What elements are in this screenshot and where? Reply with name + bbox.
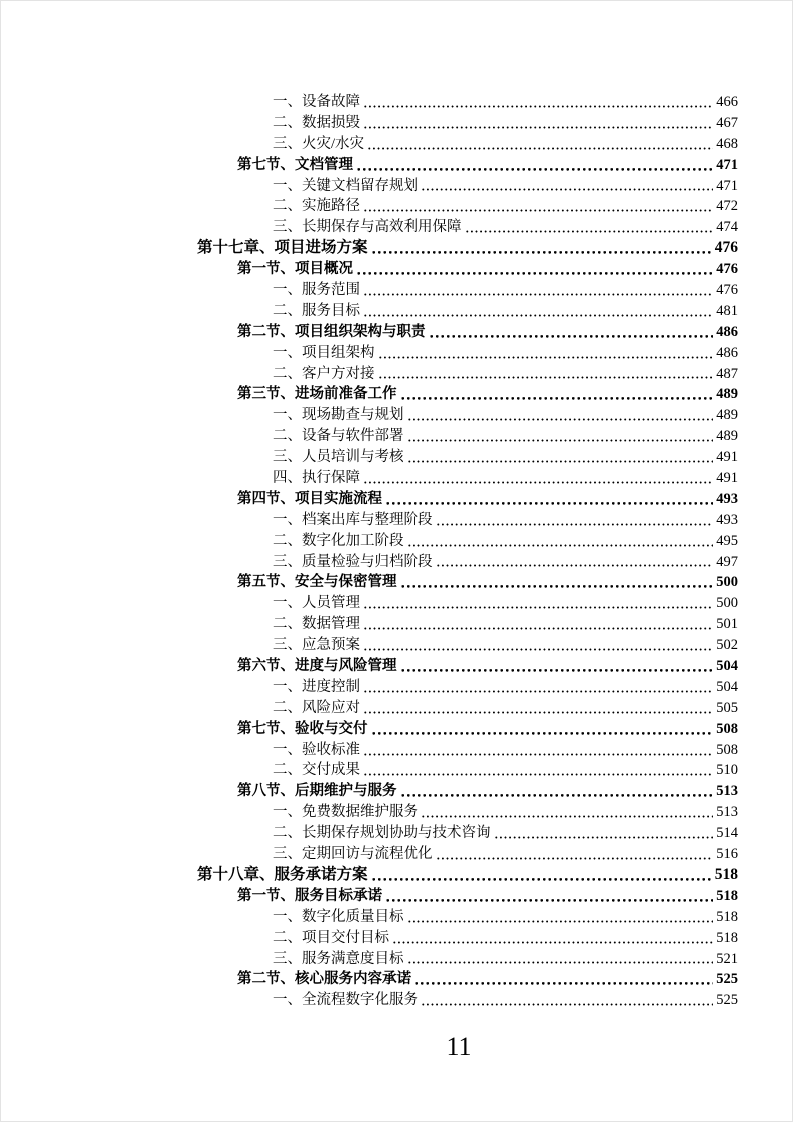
toc-entry[interactable] (197, 343, 738, 364)
toc-leader-dots (363, 627, 713, 630)
toc-entry[interactable] (197, 719, 738, 740)
toc-entry-page-number: 489 (716, 428, 738, 445)
toc-entry-label: 一、档案出库与整理阶段 (273, 511, 433, 528)
toc-entry-label: 一、设备故障 (273, 93, 360, 110)
toc-entry-page-number: 489 (716, 407, 738, 424)
toc-entry-label: 三、应急预案 (273, 637, 360, 654)
toc-entry-page-number: 491 (716, 470, 738, 487)
toc-leader-dots (363, 105, 713, 108)
toc-entry-label: 二、交付成果 (273, 762, 360, 779)
toc-leader-dots (400, 397, 714, 400)
toc-leader-dots (407, 439, 714, 442)
toc-entry-label: 一、项目组架构 (273, 344, 375, 361)
toc-entry-label: 二、风险应对 (273, 699, 360, 716)
toc-entry-label: 一、现场勘查与规划 (273, 407, 404, 424)
toc-entry-label: 二、客户方对接 (273, 365, 375, 382)
toc-entry-page-number: 486 (716, 344, 738, 361)
toc-leader-dots (436, 857, 714, 860)
toc-entry-label: 四、执行保障 (273, 470, 360, 487)
toc-leader-dots (363, 773, 713, 776)
toc-entry-label: 三、质量检验与归档阶段 (273, 553, 433, 570)
toc-entry-label: 三、火灾/水灾 (273, 135, 365, 152)
toc-entry-page-number: 471 (716, 177, 738, 194)
toc-entry-page-number: 525 (716, 971, 738, 988)
toc-entry-label: 一、免费数据维护服务 (273, 804, 418, 821)
toc-entry[interactable] (197, 614, 738, 635)
toc-entry-label: 一、服务范围 (273, 282, 360, 298)
toc-entry-page-number: 497 (716, 553, 738, 570)
toc-entry[interactable] (197, 677, 738, 698)
toc-leader-dots (356, 272, 713, 275)
toc-entry-label: 第十七章、项目进场方案 (197, 239, 368, 257)
toc-leader-dots (400, 585, 714, 588)
toc-leader-dots (363, 606, 713, 609)
toc-entry[interactable] (197, 865, 738, 886)
toc-entry-label: 第七节、验收与交付 (237, 720, 368, 737)
toc-entry-page-number: 491 (716, 449, 738, 466)
toc-leader-dots (421, 188, 713, 191)
toc-entry-label: 二、数字化加工阶段 (273, 532, 404, 549)
toc-leader-dots (407, 544, 714, 547)
toc-entry[interactable] (197, 468, 738, 489)
footer-page-number: 11 (446, 1032, 472, 1061)
toc-entry-page-number: 518 (714, 865, 738, 883)
toc-entry-page-number: 500 (716, 574, 738, 591)
toc-entry-page-number: 489 (716, 386, 738, 403)
toc-entry-page-number: 502 (716, 637, 738, 654)
table-of-contents (197, 92, 738, 1011)
toc-entry-page-number: 516 (716, 846, 738, 863)
toc-entry-page-number: 510 (716, 762, 738, 779)
toc-leader-dots (465, 230, 714, 233)
toc-entry[interactable] (197, 656, 738, 677)
toc-entry-page-number: 518 (716, 908, 738, 925)
toc-entry[interactable] (197, 844, 738, 865)
toc-leader-dots (421, 1003, 713, 1006)
toc-entry-page-number: 508 (716, 741, 738, 758)
toc-entry[interactable] (197, 176, 738, 197)
toc-entry-label: 第二节、核心服务内容承诺 (237, 971, 411, 988)
toc-entry-label: 第三节、进场前准备工作 (237, 386, 397, 403)
toc-entry-page-number: 467 (716, 114, 738, 131)
toc-entry-label: 第五节、安全与保密管理 (237, 574, 397, 591)
toc-entry-page-number: 466 (716, 93, 738, 110)
toc-entry-page-number: 500 (716, 595, 738, 612)
toc-leader-dots (494, 836, 714, 839)
toc-entry-page-number: 501 (716, 616, 738, 633)
toc-entry-page-number: 518 (716, 929, 738, 946)
toc-entry-page-number: 487 (716, 365, 738, 382)
toc-leader-dots (385, 502, 713, 505)
toc-leader-dots (421, 815, 713, 818)
toc-entry[interactable] (197, 802, 738, 823)
toc-entry-page-number: 474 (716, 219, 738, 236)
toc-entry[interactable] (197, 364, 738, 385)
toc-entry-page-number: 481 (716, 302, 738, 319)
toc-entry[interactable] (197, 740, 738, 761)
toc-entry-page-number: 504 (716, 658, 738, 675)
toc-leader-dots (392, 941, 713, 944)
toc-entry[interactable] (197, 384, 738, 405)
toc-leader-dots (400, 669, 714, 672)
toc-entry[interactable] (197, 823, 738, 844)
toc-entry[interactable] (197, 593, 738, 614)
toc-entry[interactable] (197, 761, 738, 782)
toc-entry[interactable] (197, 949, 738, 970)
toc-entry[interactable] (197, 510, 738, 531)
toc-entry-page-number: 518 (716, 887, 738, 904)
toc-leader-dots (367, 147, 713, 150)
toc-entry-page-number: 486 (716, 323, 738, 340)
toc-entry[interactable] (197, 426, 738, 447)
toc-entry[interactable] (197, 698, 738, 719)
toc-entry[interactable] (197, 301, 738, 322)
toc-leader-dots (363, 209, 713, 212)
toc-entry-label: 二、设备与软件部署 (273, 428, 404, 445)
toc-entry-page-number: 504 (716, 678, 738, 695)
toc-entry[interactable] (197, 322, 738, 343)
toc-leader-dots (407, 418, 714, 421)
toc-leader-dots (363, 314, 713, 317)
toc-entry-label: 第一节、服务目标承诺 (237, 887, 382, 904)
toc-entry-label: 二、项目交付目标 (273, 929, 389, 946)
toc-entry[interactable] (197, 572, 738, 593)
toc-entry-page-number: 468 (716, 135, 738, 152)
toc-entry-label: 一、进度控制 (273, 678, 360, 695)
toc-entry-label: 第一节、项目概况 (237, 261, 353, 278)
toc-leader-dots (414, 982, 713, 985)
toc-entry[interactable] (197, 635, 738, 656)
toc-entry-label: 一、人员管理 (273, 595, 360, 612)
toc-leader-dots (371, 732, 714, 735)
toc-entry-page-number: 508 (716, 720, 738, 737)
toc-leader-dots (407, 460, 714, 463)
toc-entry-page-number: 513 (716, 804, 738, 821)
toc-leader-dots (436, 564, 714, 567)
toc-leader-dots (407, 920, 714, 923)
toc-entry-label: 二、数据管理 (273, 616, 360, 633)
toc-entry-page-number: 471 (716, 156, 738, 173)
toc-entry[interactable] (197, 886, 738, 907)
toc-entry-page-number: 493 (716, 511, 738, 528)
toc-leader-dots (378, 356, 714, 359)
toc-leader-dots (378, 376, 714, 379)
toc-entry-label: 第二节、项目组织架构与职责 (237, 323, 426, 340)
toc-entry-label: 二、长期保存规划协助与技术咨询 (273, 825, 491, 842)
toc-entry-label: 三、服务满意度目标 (273, 950, 404, 967)
toc-entry[interactable] (197, 280, 738, 301)
toc-leader-dots (429, 335, 714, 338)
toc-entry[interactable] (197, 907, 738, 928)
toc-entry[interactable] (197, 155, 738, 176)
toc-entry-label: 第十八章、服务承诺方案 (197, 865, 368, 883)
toc-entry-page-number: 476 (716, 261, 738, 278)
toc-entry[interactable] (197, 969, 738, 990)
toc-entry-label: 一、关键文档留存规划 (273, 177, 418, 194)
toc-entry-label: 一、验收标准 (273, 741, 360, 758)
toc-entry[interactable] (197, 259, 738, 280)
toc-entry[interactable] (197, 134, 738, 155)
toc-entry-page-number: 514 (716, 825, 738, 842)
toc-entry-page-number: 476 (714, 239, 738, 257)
toc-entry-label: 第六节、进度与风险管理 (237, 658, 397, 675)
toc-leader-dots (436, 523, 714, 526)
toc-entry[interactable] (197, 447, 738, 468)
toc-leader-dots (363, 753, 713, 756)
toc-leader-dots (400, 794, 714, 797)
toc-entry[interactable] (197, 217, 738, 238)
toc-entry[interactable] (197, 92, 738, 113)
toc-entry-page-number: 476 (716, 282, 738, 298)
toc-leader-dots (363, 648, 713, 651)
toc-entry-page-number: 525 (716, 992, 738, 1009)
toc-leader-dots (407, 961, 714, 964)
toc-entry[interactable] (197, 238, 738, 259)
toc-leader-dots (356, 168, 713, 171)
toc-leader-dots (363, 293, 713, 296)
toc-entry-label: 一、全流程数字化服务 (273, 992, 418, 1009)
toc-entry-page-number: 505 (716, 699, 738, 716)
toc-entry[interactable] (197, 489, 738, 510)
toc-entry[interactable] (197, 928, 738, 949)
toc-entry-page-number: 472 (716, 198, 738, 215)
toc-entry-label: 二、数据损毁 (273, 114, 360, 131)
toc-entry-label: 三、人员培训与考核 (273, 449, 404, 466)
toc-entry-page-number: 495 (716, 532, 738, 549)
toc-entry-label: 二、实施路径 (273, 198, 360, 215)
toc-leader-dots (385, 899, 713, 902)
toc-leader-dots (363, 711, 713, 714)
toc-entry[interactable] (197, 990, 738, 1011)
toc-entry-page-number: 493 (716, 490, 738, 507)
toc-leader-dots (363, 481, 713, 484)
toc-entry-label: 一、数字化质量目标 (273, 908, 404, 925)
toc-entry[interactable] (197, 552, 738, 573)
toc-entry-label: 三、长期保存与高效利用保障 (273, 219, 462, 236)
toc-leader-dots (363, 690, 713, 693)
toc-entry-page-number: 513 (716, 783, 738, 800)
toc-entry-label: 二、服务目标 (273, 302, 360, 319)
toc-entry-label: 第四节、项目实施流程 (237, 490, 382, 507)
toc-entry[interactable] (197, 196, 738, 217)
toc-entry-label: 第七节、文档管理 (237, 156, 353, 173)
toc-leader-dots (371, 878, 712, 881)
toc-entry-label: 三、定期回访与流程优化 (273, 846, 433, 863)
toc-leader-dots (363, 126, 713, 129)
toc-entry[interactable] (197, 781, 738, 802)
toc-entry[interactable] (197, 113, 738, 134)
toc-entry-page-number: 521 (716, 950, 738, 967)
toc-entry-label: 第八节、后期维护与服务 (237, 783, 397, 800)
toc-entry[interactable] (197, 405, 738, 426)
toc-entry[interactable] (197, 531, 738, 552)
toc-leader-dots (371, 251, 712, 254)
